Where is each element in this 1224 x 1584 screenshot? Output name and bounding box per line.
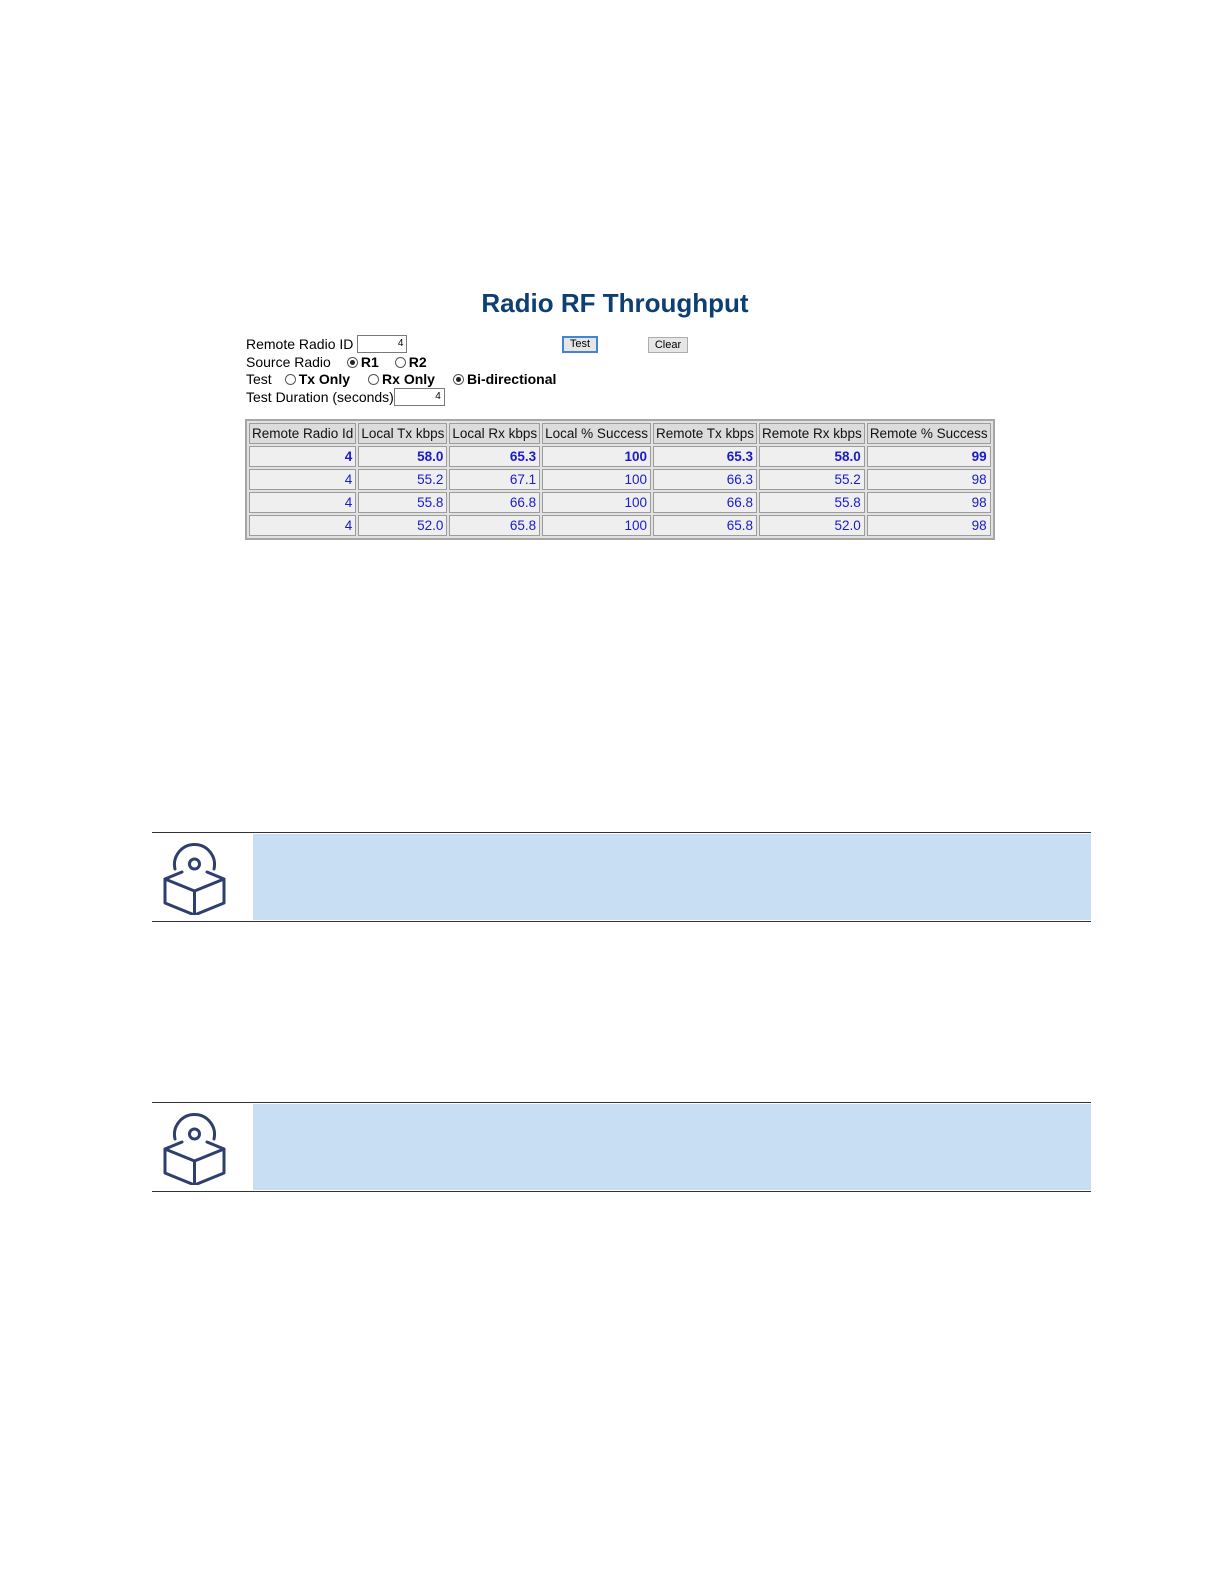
source-radio-r1-radio[interactable] [347, 357, 358, 368]
source-radio-label: Source Radio [246, 354, 331, 370]
table-cell: 4 [249, 515, 356, 536]
table-cell: 52.0 [358, 515, 447, 536]
table-cell: 66.8 [653, 492, 757, 513]
col-local-rx: Local Rx kbps [449, 423, 540, 444]
test-duration-label: Test Duration (seconds) [246, 389, 394, 405]
table-cell: 55.2 [358, 469, 447, 490]
source-radio-row [246, 354, 427, 370]
test-mode-row [246, 371, 556, 387]
table-cell: 58.0 [759, 446, 865, 467]
table-cell: 65.8 [653, 515, 757, 536]
col-remote-radio-id: Remote Radio Id [249, 423, 356, 444]
col-remote-tx: Remote Tx kbps [653, 423, 757, 444]
book-icon [162, 1109, 227, 1185]
table-row [249, 446, 991, 467]
remote-radio-id-row [246, 335, 407, 353]
test-tx-only-label: Tx Only [298, 371, 351, 387]
table-cell: 66.8 [449, 492, 540, 513]
note-content [253, 1104, 1091, 1190]
source-radio-r2-radio[interactable] [395, 357, 406, 368]
table-cell: 65.3 [449, 446, 540, 467]
table-row [249, 515, 991, 536]
book-icon [162, 839, 227, 915]
source-radio-r2-label: R2 [408, 354, 427, 370]
test-button[interactable]: Test [562, 336, 598, 353]
table-cell: 98 [867, 469, 991, 490]
table-cell: 4 [249, 492, 356, 513]
col-local-success: Local % Success [542, 423, 651, 444]
table-cell: 67.1 [449, 469, 540, 490]
note-box [152, 832, 1091, 922]
table-header-row [249, 423, 991, 444]
remote-radio-id-label: Remote Radio ID [246, 336, 354, 352]
test-rx-only-radio[interactable] [368, 374, 379, 385]
table-cell: 52.0 [759, 515, 865, 536]
table-cell: 55.8 [759, 492, 865, 513]
table-cell: 4 [249, 469, 356, 490]
throughput-table [245, 419, 995, 540]
table-cell: 100 [542, 446, 651, 467]
table-cell: 55.2 [759, 469, 865, 490]
table-cell: 100 [542, 515, 651, 536]
table-cell: 65.8 [449, 515, 540, 536]
test-tx-only-radio[interactable] [285, 374, 296, 385]
test-bidirectional-radio[interactable] [453, 374, 464, 385]
remote-radio-id-input[interactable]: 4 [357, 335, 407, 353]
table-row [249, 469, 991, 490]
table-cell: 98 [867, 515, 991, 536]
source-radio-r1-label: R1 [360, 354, 379, 370]
test-duration-row [246, 388, 445, 406]
table-cell: 99 [867, 446, 991, 467]
clear-button[interactable]: Clear [648, 337, 688, 353]
test-duration-input[interactable]: 4 [394, 388, 445, 406]
note-content [253, 834, 1091, 920]
table-cell: 58.0 [358, 446, 447, 467]
col-remote-rx: Remote Rx kbps [759, 423, 865, 444]
table-cell: 100 [542, 469, 651, 490]
table-row [249, 492, 991, 513]
test-rx-only-label: Rx Only [382, 371, 435, 387]
page-title: Radio RF Throughput [481, 288, 749, 318]
table-cell: 4 [249, 446, 356, 467]
table-cell: 66.3 [653, 469, 757, 490]
table-cell: 98 [867, 492, 991, 513]
note-box [152, 1102, 1091, 1192]
table-cell: 100 [542, 492, 651, 513]
table-cell: 55.8 [358, 492, 447, 513]
table-cell: 65.3 [653, 446, 757, 467]
col-local-tx: Local Tx kbps [358, 423, 447, 444]
test-label: Test [246, 371, 272, 387]
col-remote-success: Remote % Success [867, 423, 991, 444]
test-bidirectional-label: Bi-directional [466, 371, 557, 387]
